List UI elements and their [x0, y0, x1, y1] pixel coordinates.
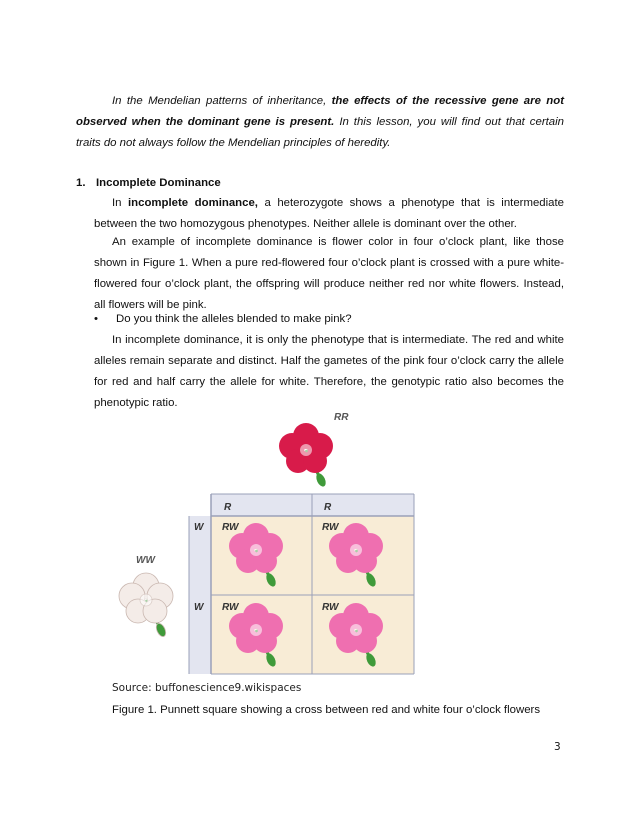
col-header-2: R — [324, 502, 332, 513]
section-heading: 1. Incomplete Dominance — [76, 177, 221, 189]
row-header-2: W — [194, 602, 204, 613]
parent-white-label: WW — [136, 555, 155, 566]
intro-bold-statement: the effects of the recessive gene are not observed when the dominant gene is present. — [76, 95, 564, 128]
page-number: 3 — [554, 741, 561, 753]
question-bullet: • Do you think the alleles blended to make pink? — [94, 309, 352, 330]
bullet-icon: • — [94, 313, 98, 325]
white-flower-icon — [119, 573, 173, 638]
definition-paragraph: In incomplete dominance, a heterozygote shows a phenotype that is intermediate between the two homozygous phenotypes. Neither allele is dominant over the other. — [94, 197, 564, 230]
explanation-paragraph: In incomplete dominance, it is only the phenotype that is intermediate. The red and white alleles remain separate and distinct. Half the gametes of the pink four o’clock carry the allele for red and half carry the allele for white. Therefore, the genotypic ratio also becomes the phenotypic ratio. — [94, 334, 564, 409]
punnett-square-figure — [116, 410, 446, 682]
figure-source: Source: buffonescience9.wikispaces — [112, 682, 302, 694]
red-flower-icon — [279, 423, 333, 488]
cell-genotype: RW — [222, 522, 239, 533]
figure-caption: Figure 1. Punnett square showing a cross between red and white four o’clock flowers — [112, 704, 541, 716]
cell-genotype: RW — [322, 602, 339, 613]
example-paragraph: An example of incomplete dominance is flower color in four o’clock plant, like those shown in Figure 1. When a pure red-flowered four o’clock plant is crossed with a pure white-flowered four o’clock plant, the offspring will produce neither red nor white flowers. Instead, all flowers will be pink. — [94, 236, 564, 311]
row-header-1: W — [194, 522, 204, 533]
parent-red-label: RR — [334, 412, 349, 423]
cell-genotype: RW — [322, 522, 339, 533]
cell-genotype: RW — [222, 602, 239, 613]
term-incomplete-dominance: incomplete dominance, — [128, 197, 258, 209]
row-header-band — [189, 516, 211, 674]
intro-paragraph: In the Mendelian patterns of inheritance, the effects of the recessive gene are not observed when the dominant gene is present. In this lesson, you will find out that certain traits do not always follow the Mendelian principles of heredity. — [76, 95, 564, 149]
col-header-1: R — [224, 502, 232, 513]
